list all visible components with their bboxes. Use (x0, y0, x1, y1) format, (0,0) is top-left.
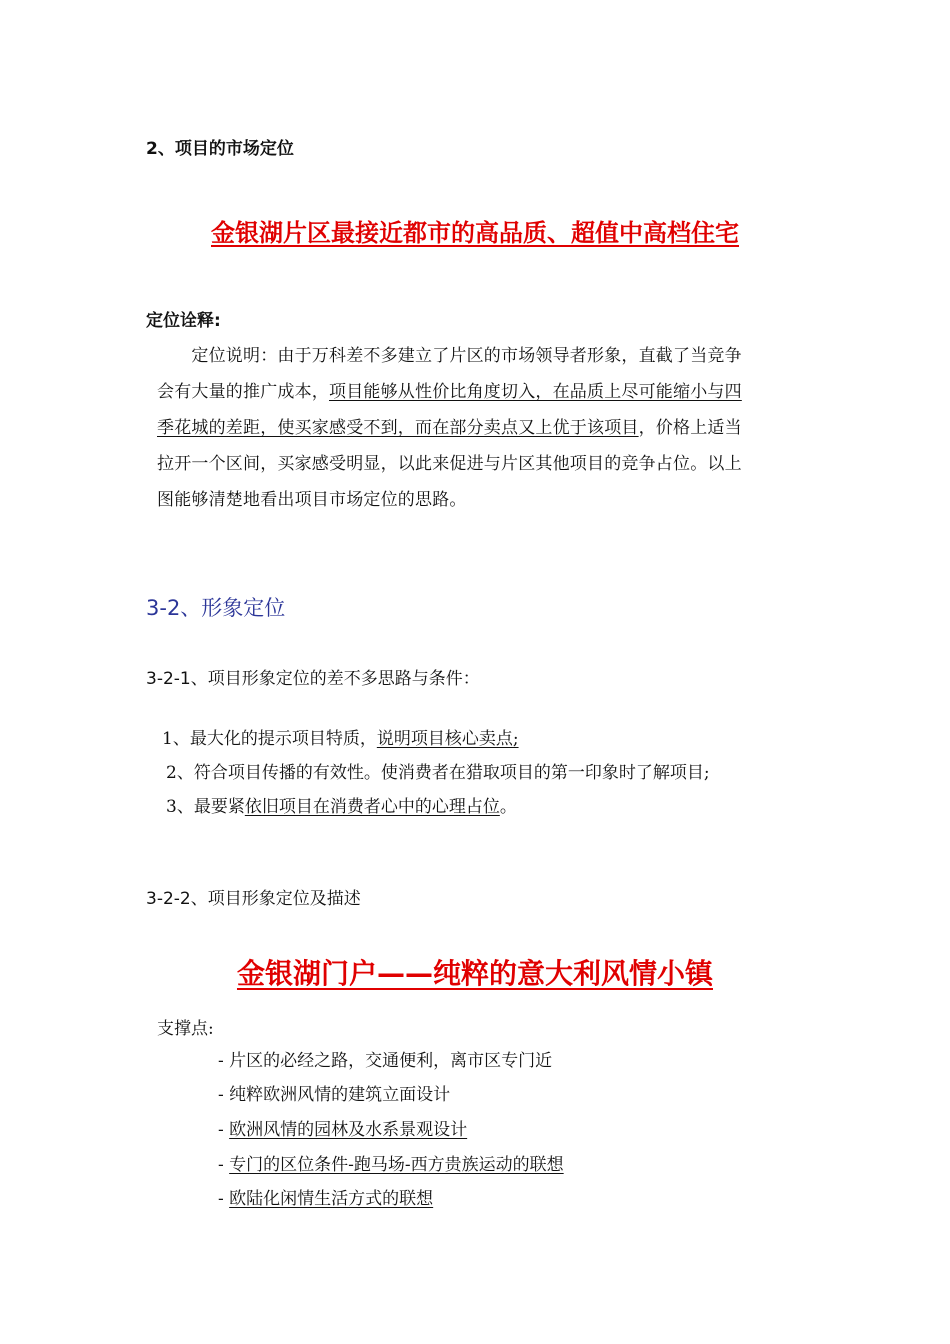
paragraph-line (157, 377, 742, 402)
list-item-text: 3、最要紧 (166, 797, 245, 817)
section-heading-market-positioning: 2、项目的市场定位 (146, 139, 294, 159)
list-item (166, 792, 517, 817)
paragraph-underlined-text: 项目能够从性价比角度切入，在品质上尽可能缩小与四 (329, 382, 742, 402)
support-point-text: 片区的必经之路，交通便利，离市区专门近 (229, 1051, 553, 1071)
list-item (166, 758, 710, 783)
support-point (218, 1115, 467, 1140)
list-item-text: 1、最大化的提示项目特质， (162, 729, 377, 749)
support-point-text: 纯粹欧洲风情的建筑立面设计 (229, 1085, 451, 1105)
list-item-underlined-text: 说明项目核心卖点; (376, 729, 519, 749)
paragraph-line: 图能够清楚地看出项目市场定位的思路。 (157, 490, 467, 510)
support-point-dash: - (218, 1155, 230, 1175)
market-positioning-banner (0, 213, 950, 248)
list-item-text: 2、符合项目传播的有效性。使消费者在猎取项目的第一印象时了解项目; (166, 763, 710, 783)
support-point-dash: - (218, 1189, 230, 1209)
market-positioning-banner-text: 金银湖片区最接近都市的高品质、超值中高档住宅 (211, 219, 739, 247)
support-point (218, 1080, 450, 1105)
definition-label: 定位诠释: (146, 311, 221, 331)
list-item (162, 724, 519, 749)
support-point-dash: - (218, 1120, 230, 1140)
paragraph-text: 会有大量的推广成本， (157, 382, 329, 402)
image-positioning-banner (0, 952, 950, 992)
paragraph-underlined-text: 季花城的差距，使买家感受不到，而在部分卖点又上优于该项目 (157, 418, 639, 438)
list-item-underlined-text: 依旧项目在消费者心中的心理占位 (244, 797, 500, 817)
paragraph-line (157, 413, 742, 438)
paragraph-line: 定位说明：由于万科差不多建立了片区的市场领导者形象，直截了当竞争 (157, 346, 742, 366)
subsection-heading-basic-approach: 3-2-1、项目形象定位的差不多思路与条件： (146, 669, 480, 689)
paragraph-text: ，价格上适当 (638, 418, 742, 438)
support-point (218, 1150, 564, 1175)
image-positioning-banner-text: 金银湖门户——纯粹的意大利风情小镇 (236, 957, 713, 990)
support-point (218, 1046, 552, 1071)
paragraph-line: 拉开一个区间，买家感受明显，以此来促进与片区其他项目的竞争占位。以上 (157, 454, 742, 474)
support-points-label: 支撑点: (157, 1019, 214, 1039)
support-point-text: 专门的区位条件-跑马场-西方贵族运动的联想 (229, 1155, 564, 1175)
section-heading-image-positioning: 3-2、形象定位 (146, 596, 286, 620)
support-point-dash: - (218, 1085, 230, 1105)
list-item-tail: 。 (499, 797, 517, 817)
subsection-heading-description: 3-2-2、项目形象定位及描述 (146, 889, 361, 909)
support-point-text: 欧洲风情的园林及水系景观设计 (229, 1120, 468, 1140)
support-point-dash: - (218, 1051, 230, 1071)
support-point-text: 欧陆化闲情生活方式的联想 (229, 1189, 434, 1209)
support-point (218, 1184, 433, 1209)
